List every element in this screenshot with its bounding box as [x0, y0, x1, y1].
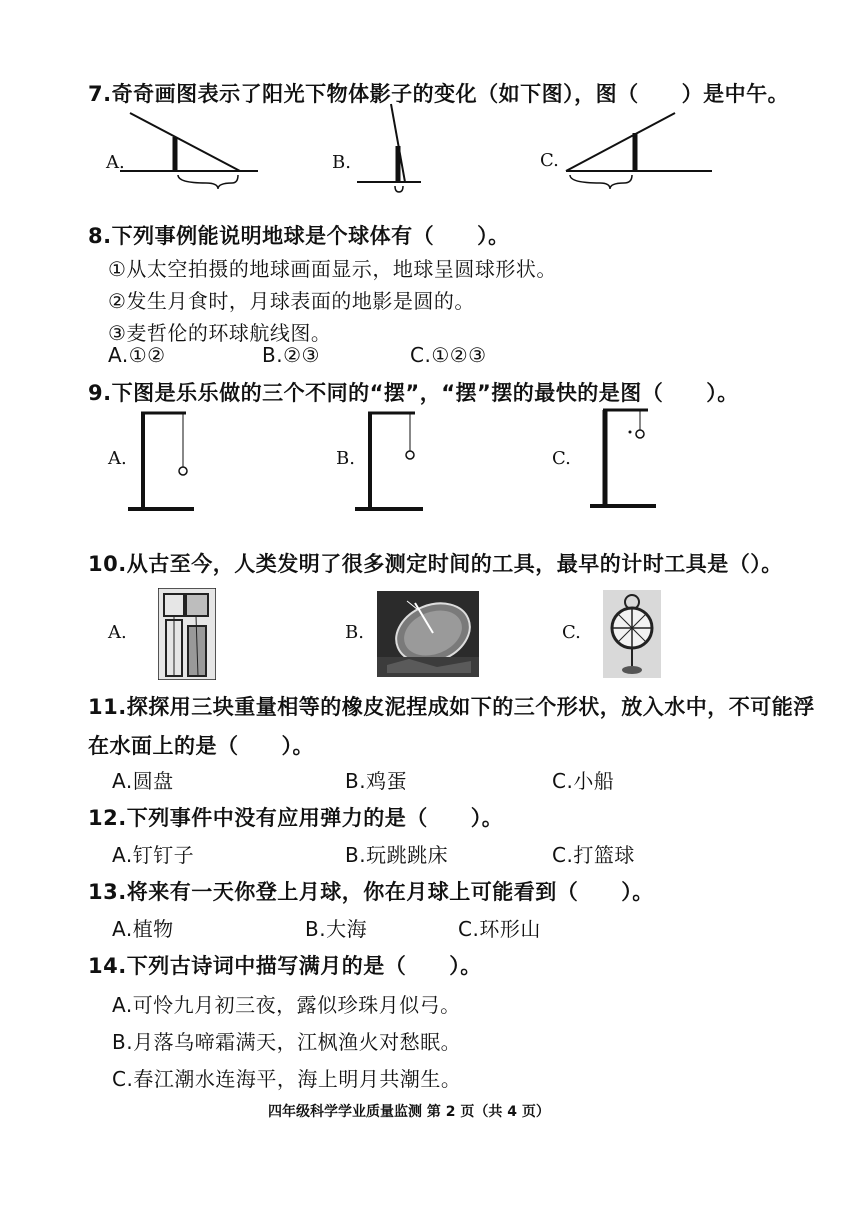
- question-10: 10.从古至今，人类发明了很多测定时间的工具，最早的计时工具是（）。: [88, 552, 783, 576]
- q13-option-a: A.植物: [112, 917, 174, 941]
- shadow-diagram-b: [355, 100, 435, 200]
- q9-option-c-label: C.: [552, 448, 571, 469]
- q8-option-b: B.②③: [262, 343, 320, 367]
- question-12: 12.下列事件中没有应用弹力的是（ ）。: [88, 806, 504, 830]
- question-7: 7.奇奇画图表示了阳光下物体影子的变化（如下图），图（ ）是中午。: [88, 82, 790, 106]
- q10-option-c-label: C.: [562, 622, 581, 643]
- question-14: 14.下列古诗词中描写满月的是（ ）。: [88, 954, 482, 978]
- question-9: 9.下图是乐乐做的三个不同的“摆”，“摆”摆的最快的是图（ ）。: [88, 381, 739, 405]
- shadow-diagram-a: [120, 105, 270, 200]
- q12-option-b: B.玩跳跳床: [345, 843, 449, 867]
- q7-option-a-label: A.: [106, 152, 125, 173]
- water-clock-image: [158, 588, 216, 680]
- q9-option-b-label: B.: [336, 448, 355, 469]
- pendulum-b: [355, 405, 435, 517]
- mechanical-clock-image: [603, 590, 661, 678]
- q11-option-c: C.小船: [552, 769, 615, 793]
- q10-option-a-label: A.: [108, 622, 127, 643]
- question-8: 8.下列事例能说明地球是个球体有（ ）。: [88, 224, 510, 248]
- q9-option-a-label: A.: [108, 448, 127, 469]
- q13-option-b: B.大海: [305, 917, 368, 941]
- sundial-image: [377, 591, 479, 677]
- pendulum-a: [128, 405, 208, 517]
- q11-option-b: B.鸡蛋: [345, 769, 408, 793]
- question-11-line-2: 在水面上的是（ ）。: [88, 734, 314, 758]
- page-footer: 四年级科学学业质量监测 第 2 页（共 4 页）: [268, 1104, 550, 1120]
- q14-option-a: A.可怜九月初三夜，露似珍珠月似弓。: [112, 993, 461, 1017]
- q7-option-c-label: C.: [540, 150, 559, 171]
- q13-option-c: C.环形山: [458, 917, 541, 941]
- q8-option-a: A.①②: [108, 343, 166, 367]
- q8-option-c: C.①②③: [410, 343, 487, 367]
- q14-option-b: B.月落乌啼霜满天，江枫渔火对愁眠。: [112, 1030, 462, 1054]
- question-11-line-1: 11.探探用三块重量相等的橡皮泥捏成如下的三个形状，放入水中，不可能浮: [88, 695, 815, 719]
- q7-option-b-label: B.: [332, 152, 351, 173]
- q11-option-a: A.圆盘: [112, 769, 174, 793]
- q8-item-3: ③麦哲伦的环球航线图。: [108, 321, 332, 345]
- q10-option-b-label: B.: [345, 622, 364, 643]
- q14-option-c: C.春江潮水连海平，海上明月共潮生。: [112, 1067, 462, 1091]
- q8-item-2: ②发生月食时，月球表面的地影是圆的。: [108, 289, 475, 313]
- pendulum-c: [590, 402, 670, 514]
- q12-option-c: C.打篮球: [552, 843, 635, 867]
- q8-item-1: ①从太空拍摄的地球画面显示，地球呈圆球形状。: [108, 257, 557, 281]
- q12-option-a: A.钉钉子: [112, 843, 195, 867]
- shadow-diagram-c: [560, 105, 715, 200]
- question-13: 13.将来有一天你登上月球，你在月球上可能看到（ ）。: [88, 880, 654, 904]
